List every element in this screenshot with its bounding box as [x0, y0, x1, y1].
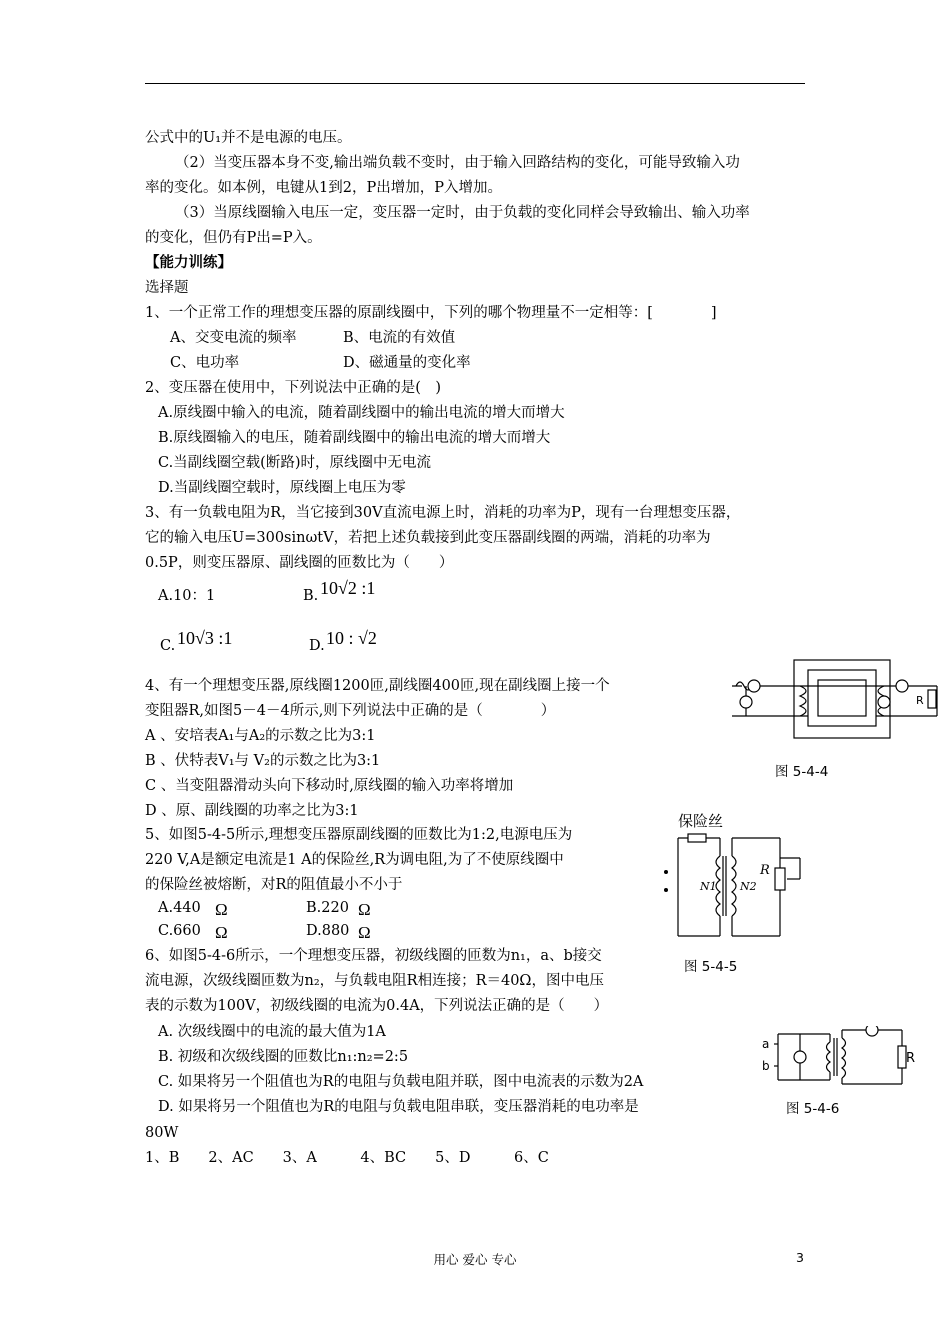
- q4-caption: 图 5-4-4: [775, 764, 829, 780]
- q4-line-1: 4、有一个理想变压器,原线圈1200匝,副线圈400匝,现在副线圈上接一个: [145, 678, 610, 694]
- q6-option-d-cont: 80W: [145, 1125, 179, 1141]
- q3-option-c-label: C.: [160, 638, 176, 654]
- q5-option-b: B.220: [306, 900, 349, 916]
- fig-5-4-6-b-label: b: [762, 1059, 770, 1073]
- q2-option-d: D.当副线圈空载时，原线圈上电压为零: [158, 480, 406, 496]
- q1-option-c: C、电功率: [170, 355, 240, 371]
- q3-line-2: 它的输入电压U=300sinωtV，若把上述负载接到此变压器副线圈的两端，消耗的功率为: [145, 530, 711, 546]
- q3-line-3: 0.5P，则变压器原、副线圈的匝数比为（ ）: [145, 555, 454, 571]
- fig-5-4-6-r-label: R: [906, 1051, 916, 1066]
- q6-option-d: D. 如果将另一个阻值也为R的电阻与负载电阻串联，变压器消耗的电功率是: [158, 1099, 639, 1115]
- q5-option-c: C.660: [158, 923, 201, 939]
- q3-line-1: 3、有一负载电阻为R，当它接到30V直流电源上时，消耗的功率为P，现有一台理想变压器，: [145, 505, 741, 521]
- q1-option-d: D、磁通量的变化率: [343, 355, 471, 371]
- q6-caption: 图 5-4-6: [786, 1101, 840, 1117]
- intro-line-1: 公式中的U₁并不是电源的电压。: [145, 130, 352, 146]
- fig-5-4-4-r-label: R: [916, 694, 924, 707]
- q4-option-a: A 、安培表A₁与A₂的示数之比为3:1: [145, 728, 376, 744]
- intro-line-3: 率的变化。如本例，电键从1到2，P出增加，P入增加。: [145, 180, 502, 196]
- q5-option-a-unit: Ω: [215, 900, 228, 919]
- q1-stem: 1、一个正常工作的理想变压器的原副线圈中，下列的哪个物理量不一定相等：[ ]: [145, 305, 717, 321]
- q3-option-d-label: D.: [309, 638, 325, 654]
- fig-5-4-5-n2-label: N2: [740, 880, 757, 893]
- q4-option-d: D 、原、副线圈的功率之比为3:1: [145, 803, 359, 819]
- q5-line-1: 5、如图5-4-5所示,理想变压器原副线圈的匝数比为1:2,电源电压为: [145, 827, 573, 843]
- q5-option-a: A.440: [158, 900, 201, 916]
- figure-5-4-6: [760, 1026, 920, 1092]
- q5-option-d: D.880: [306, 923, 350, 939]
- fig-5-4-5-n1-label: N1: [700, 880, 717, 893]
- q3-option-b: 10√2 :1: [320, 578, 376, 598]
- footer-text: 用心 爱心 专心: [433, 1252, 517, 1267]
- q6-line-2: 流电源，次级线圈匝数为n₂，与负载电阻R相连接；R＝40Ω，图中电压: [145, 973, 604, 989]
- intro-line-4: （3）当原线圈输入电压一定，变压器一定时，由于负载的变化同样会导致输出、输入功率: [175, 205, 750, 221]
- q1-option-b: B、电流的有效值: [343, 330, 456, 346]
- intro-line-2: （2）当变压器本身不变,输出端负载不变时，由于输入回路结构的变化，可能导致输入功: [175, 155, 740, 171]
- section-title: 【能力训练】: [145, 255, 232, 271]
- q5-line-3: 的保险丝被熔断，对R的阻值最小不小于: [145, 877, 403, 893]
- answers: 1、B 2、AC 3、A 4、BC 5、D 6、C: [145, 1150, 549, 1166]
- figure-5-4-4: [722, 656, 944, 742]
- fig-5-4-5-r-label: R: [760, 863, 770, 878]
- q5-option-d-unit: Ω: [358, 923, 371, 942]
- header-rule: [145, 83, 805, 84]
- q4-option-b: B 、伏特表V₁与 V₂的示数之比为3:1: [145, 753, 381, 769]
- q2-stem: 2、变压器在使用中，下列说法中正确的是( ): [145, 380, 442, 396]
- q5-option-b-unit: Ω: [358, 900, 371, 919]
- q1-option-a: A、交变电流的频率: [170, 330, 297, 346]
- q3-option-d: 10 : √2: [326, 628, 377, 648]
- q3-option-a: A.10：1: [158, 588, 216, 604]
- page-number: 3: [796, 1250, 804, 1265]
- q2-option-b: B.原线圈输入的电压，随着副线圈中的输出电流的增大而增大: [158, 430, 551, 446]
- q5-caption: 图 5-4-5: [684, 959, 738, 975]
- q6-line-1: 6、如图5-4-6所示，一个理想变压器，初级线圈的匝数为n₁，a、b接交: [145, 948, 602, 964]
- fig-5-4-6-a-label: a: [762, 1037, 770, 1051]
- q6-option-c: C. 如果将另一个阻值也为R的电阻与负载电阻并联，图中电流表的示数为2A: [158, 1074, 644, 1090]
- q6-option-b: B. 初级和次级线圈的匝数比n₁:n₂=2:5: [158, 1049, 409, 1065]
- q5-line-2: 220 V,A是额定电流是1 A的保险丝,R为调电阻,为了不使原线圈中: [145, 852, 564, 868]
- q2-option-c: C.当副线圈空载(断路)时，原线圈中无电流: [158, 455, 431, 471]
- subsection-title: 选择题: [145, 280, 189, 296]
- q6-option-a: A. 次级线圈中的电流的最大值为1A: [158, 1024, 386, 1040]
- q2-option-a: A.原线圈中输入的电流，随着副线圈中的输出电流的增大而增大: [158, 405, 565, 421]
- q4-option-c: C 、当变阻器滑动头向下移动时,原线圈的输入功率将增加: [145, 778, 514, 794]
- figure-5-4-5: [660, 808, 810, 940]
- q6-line-3: 表的示数为100V，初级线圈的电流为0.4A，下列说法正确的是（ ）: [145, 998, 609, 1014]
- q5-option-c-unit: Ω: [215, 923, 228, 942]
- q4-line-2: 变阻器R,如图5－4－4所示,则下列说法中正确的是（ ）: [145, 703, 556, 719]
- q3-option-b-label: B.: [303, 588, 319, 604]
- q3-option-c: 10√3 :1: [177, 628, 233, 648]
- intro-line-5: 的变化，但仍有P出=P入。: [145, 230, 322, 246]
- fig-5-4-5-fuse-label: 保险丝: [678, 812, 724, 830]
